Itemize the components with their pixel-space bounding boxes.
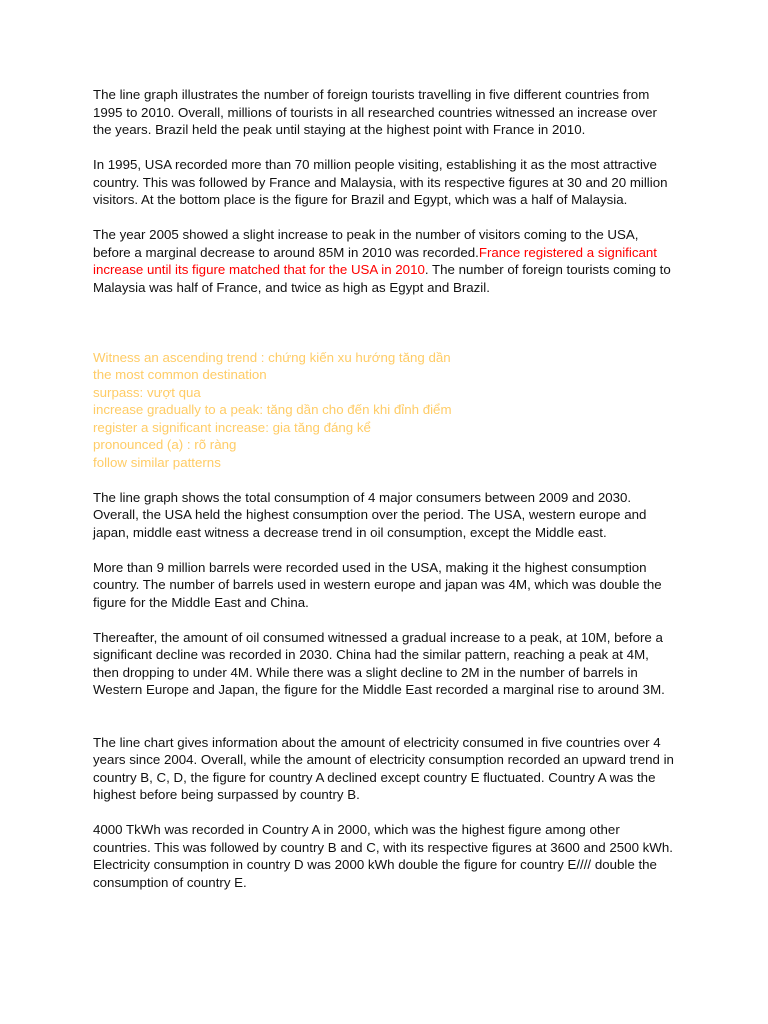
vocab-item: pronounced (a) : rõ ràng [93, 437, 237, 452]
document-body [93, 86, 678, 909]
vocab-item: follow similar patterns [93, 454, 221, 470]
highlighted-sentence: France registered a significant increase until its figure matched that for the USA in 2010 [93, 244, 657, 277]
spacer [93, 716, 678, 734]
tourists-paragraph-1995: In 1995, USA recorded more than 70 million people visiting, establishing it as the most attractive country. This was followed by France and Malaysia, with its respective figures at 30 and 20 million visitors. At the bottom place is the figure for Brazil and Egypt, which was a half of Malaysia. [93, 157, 668, 207]
tourists-paragraph-overview: The line graph illustrates the number of foreign tourists travelling in five different countries from 1995 to 2010. Overall, millions of tourists in all researched countries witnessed an increase over the years. Brazil held the peak until staying at the highest point with France in 2010. [93, 87, 657, 137]
tourists-paragraph-2005 [93, 226, 678, 296]
vocab-item: Witness an ascending trend : chứng kiến xu hướng tăng dần [93, 349, 451, 365]
spacer [93, 314, 678, 332]
tourists-text-start: The year 2005 showed a slight increase to peak in the number of visitors coming to the USA, before a marginal decrease to around 85M in 2010 was recorded. [93, 227, 639, 260]
electricity-paragraph-details: 4000 TkWh was recorded in Country A in 2000, which was the highest figure among other countries. This was followed by country B and C, with its respective figures at 3600 and 2500 kWh. Electricity consumption in country D was 2000 kWh double the figure for country E//// double the consumption of country E. [93, 822, 673, 890]
oil-paragraph-trends: Thereafter, the amount of oil consumed witnessed a gradual increase to a peak, at 10M, before a significant decline was recorded in 2030. China had the similar pattern, reaching a peak at 4M, then dropping to under 4M. While there was a slight decline to 2M in the number of barrels in Western Europe and Japan, the figure for the Middle East recorded a marginal rise to around 3M. [93, 629, 665, 697]
oil-paragraph-details: More than 9 million barrels were recorded used in the USA, making it the highest consumption country. The number of barrels used in western europe and japan was 4M, which was double the figure for the Middle East and China. [93, 559, 662, 610]
vocab-item: increase gradually to a peak: tăng dần cho đến khi đỉnh điểm [93, 402, 452, 417]
vocab-item: the most common destination [93, 367, 267, 382]
oil-paragraph-overview: The line graph shows the total consumption of 4 major consumers between 2009 and 2030. Overall, the USA held the highest consumption over the period. The USA, western europe and japan, middle east witness a decrease trend in oil consumption, except the Middle east. [93, 489, 647, 540]
tourists-text-end: . The number of foreign tourists coming to Malaysia was half of France, and twice as high as Egypt and Brazil. [93, 262, 671, 295]
electricity-paragraph-overview: The line chart gives information about the amount of electricity consumed in five countries over 4 years since 2004. Overall, while the amount of electricity consumption recorded an upward trend in country B, C, D, the figure for country A declined except country E fluctuated. Country A was the highest before being surpassed by country B. [93, 734, 674, 802]
vocabulary-list [93, 349, 678, 472]
vocab-item: register a significant increase: gia tăng đáng kể [93, 419, 371, 435]
vocab-item: surpass: vượt qua [93, 384, 201, 400]
